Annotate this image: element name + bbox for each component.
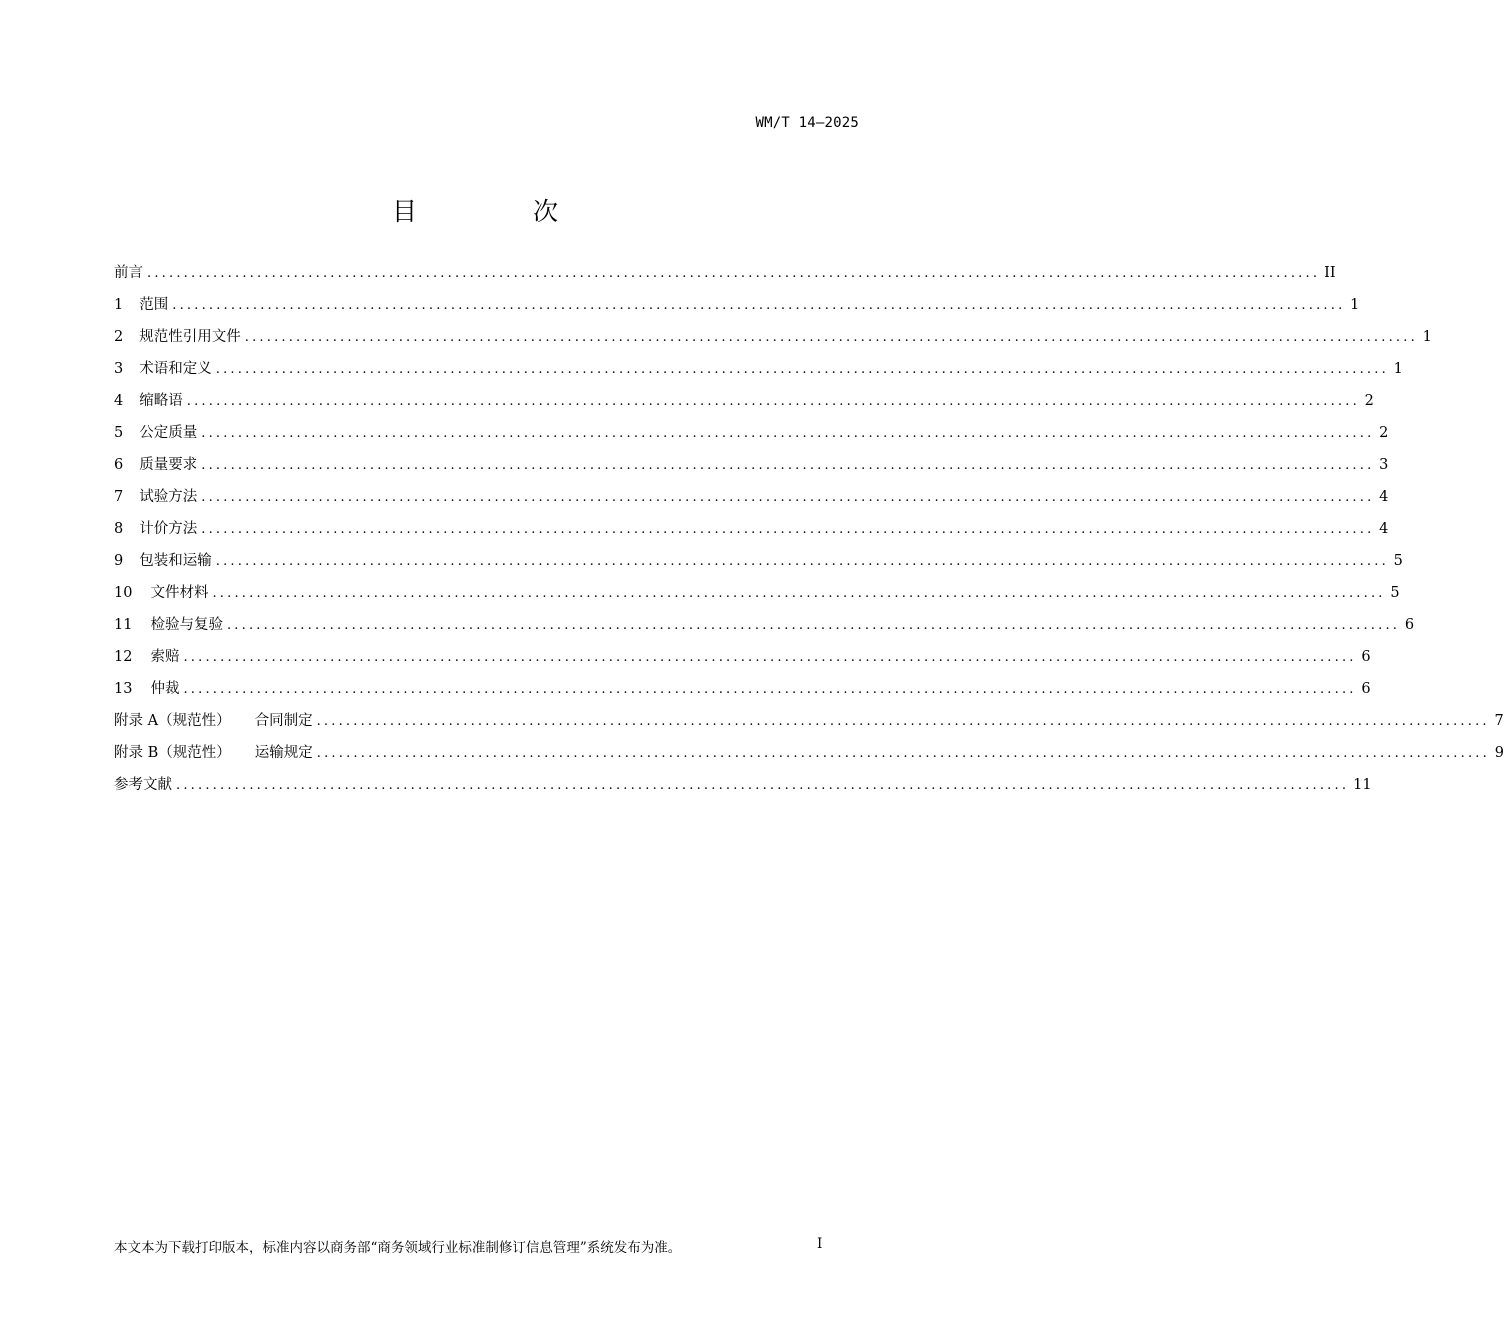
page-title: 目 次 <box>392 197 612 226</box>
toc-entry-label: 质量要求 <box>139 457 198 473</box>
toc-entry-label: 包装和运输 <box>139 553 212 569</box>
toc-entry-page: 1 <box>1393 361 1403 377</box>
toc-entry[interactable] <box>114 358 1403 390</box>
footer-page-number: I <box>817 1236 823 1252</box>
toc-leader-dots: ................................................................................................................................................................ <box>176 778 1350 793</box>
toc-entry-number: 11 <box>114 617 133 633</box>
toc-entry-page: 4 <box>1379 489 1389 505</box>
toc-entry-label: 计价方法 <box>139 521 198 537</box>
toc-entry-number: 8 <box>114 521 124 537</box>
toc-entry-number: 1 <box>114 297 124 313</box>
toc-entry-label: 运输规定 <box>254 745 313 761</box>
toc-entry-page: 11 <box>1353 777 1372 793</box>
toc-entry[interactable] <box>114 294 1360 326</box>
toc-leader-dots: ................................................................................................................................................................ <box>183 650 1357 665</box>
toc-entry-page: 3 <box>1379 457 1389 473</box>
toc-leader-dots: ................................................................................................................................................................ <box>201 522 1375 537</box>
toc-entry-label: 公定质量 <box>139 425 198 441</box>
toc-leader-dots: ................................................................................................................................................................ <box>183 682 1357 697</box>
toc-entry[interactable] <box>114 614 1415 646</box>
toc-entry[interactable] <box>114 710 1504 742</box>
toc-entry[interactable] <box>114 262 1336 294</box>
toc-entry-number: 2 <box>114 329 124 345</box>
toc-entry-number: 附录 B（规范性） <box>114 745 231 761</box>
document-code: WM/T 14—2025 <box>755 115 859 131</box>
footer-note: 本文本为下载打印版本，标准内容以商务部“商务领域行业标准制修订信息管理”系统发布为准。 <box>114 1240 682 1256</box>
toc-leader-dots: ................................................................................................................................................................ <box>215 554 1389 569</box>
toc-entry-label: 范围 <box>139 297 169 313</box>
toc-entry-label: 检验与复验 <box>150 617 223 633</box>
toc-entry[interactable] <box>114 646 1371 678</box>
toc-entry[interactable] <box>114 582 1400 614</box>
toc-entry-number: 7 <box>114 489 124 505</box>
toc-entry[interactable] <box>114 390 1374 422</box>
toc-entry-number: 10 <box>114 585 133 601</box>
toc-leader-dots: ................................................................................................................................................................ <box>215 362 1389 377</box>
toc-entry-number: 4 <box>114 393 124 409</box>
toc-entry-page: II <box>1324 265 1336 281</box>
toc-entry-number: 9 <box>114 553 124 569</box>
toc-entry-number: 13 <box>114 681 133 697</box>
toc-entry-page: 6 <box>1361 681 1371 697</box>
toc-entry-label: 参考文献 <box>114 777 172 793</box>
toc-entry-page: 1 <box>1350 297 1360 313</box>
toc-leader-dots: ................................................................................................................................................................ <box>186 394 1360 409</box>
toc-entry[interactable] <box>114 678 1371 710</box>
toc-entry[interactable] <box>114 326 1432 358</box>
toc-entry-page: 7 <box>1494 713 1504 729</box>
toc-entry[interactable] <box>114 518 1389 550</box>
toc-entry[interactable] <box>114 774 1372 806</box>
toc-leader-dots: ................................................................................................................................................................ <box>147 266 1321 281</box>
toc-entry-page: 5 <box>1390 585 1400 601</box>
toc-entry-label: 术语和定义 <box>139 361 212 377</box>
toc-leader-dots: ................................................................................................................................................................ <box>244 330 1418 345</box>
toc-entry-page: 2 <box>1364 393 1374 409</box>
toc-entry[interactable] <box>114 742 1504 774</box>
toc-entry-number: 6 <box>114 457 124 473</box>
toc-entry-number: 附录 A（规范性） <box>114 713 231 729</box>
toc-entry-label: 缩略语 <box>139 393 183 409</box>
toc-entry-page: 5 <box>1393 553 1403 569</box>
toc-entry-label: 索赔 <box>150 649 180 665</box>
toc-leader-dots: ................................................................................................................................................................ <box>201 490 1375 505</box>
toc-leader-dots: ................................................................................................................................................................ <box>172 298 1346 313</box>
toc-entry-number: 12 <box>114 649 133 665</box>
toc-leader-dots: ................................................................................................................................................................ <box>226 618 1401 633</box>
toc-entry-page: 9 <box>1494 745 1504 761</box>
toc-entry-label: 前言 <box>114 265 143 281</box>
toc-entry[interactable] <box>114 550 1403 582</box>
toc-entry[interactable] <box>114 454 1389 486</box>
toc-leader-dots: ................................................................................................................................................................ <box>201 458 1375 473</box>
toc-entry-label: 试验方法 <box>139 489 198 505</box>
toc-entry-number: 3 <box>114 361 124 377</box>
toc-entry-label: 规范性引用文件 <box>139 329 241 345</box>
toc-entry-label: 合同制定 <box>254 713 313 729</box>
toc-entry[interactable] <box>114 486 1389 518</box>
toc-leader-dots: ................................................................................................................................................................ <box>212 586 1386 601</box>
toc-entry-page: 6 <box>1404 617 1415 633</box>
table-of-contents <box>114 262 1504 806</box>
toc-leader-dots: ................................................................................................................................................................ <box>201 426 1375 441</box>
toc-entry-number: 5 <box>114 425 124 441</box>
toc-entry-page: 1 <box>1422 329 1432 345</box>
toc-entry[interactable] <box>114 422 1389 454</box>
toc-entry-page: 2 <box>1379 425 1389 441</box>
toc-entry-label: 文件材料 <box>150 585 209 601</box>
toc-leader-dots: ................................................................................................................................................................ <box>316 746 1490 761</box>
toc-entry-label: 仲裁 <box>150 681 180 697</box>
toc-leader-dots: ................................................................................................................................................................ <box>316 714 1490 729</box>
toc-entry-page: 6 <box>1361 649 1371 665</box>
toc-entry-page: 4 <box>1379 521 1389 537</box>
